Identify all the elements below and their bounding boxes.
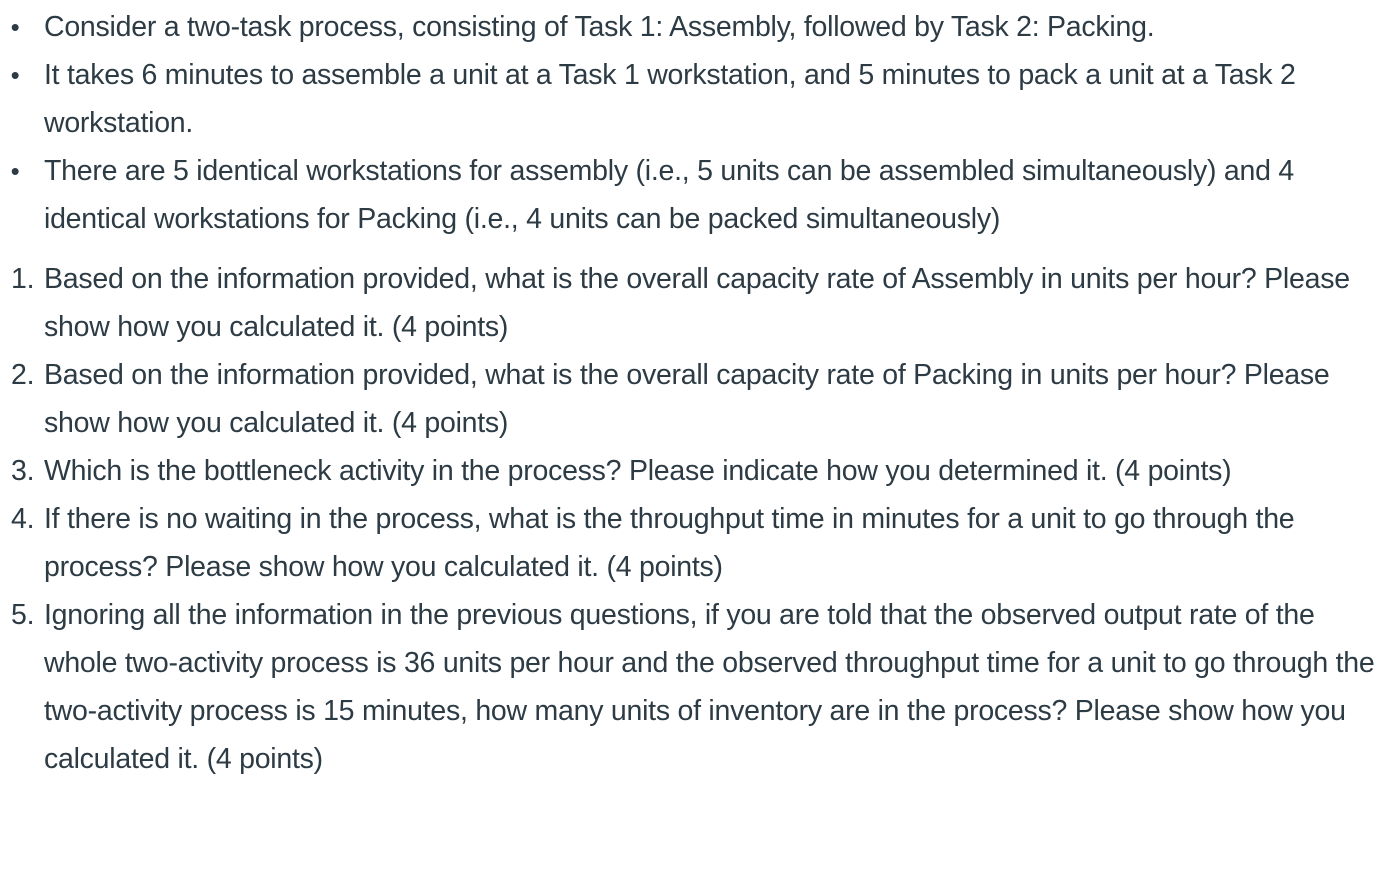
bullet-text: It takes 6 minutes to assemble a unit at a Task 1 workstation, and 5 minutes to pack a unit at a Task 2 workstation. (44, 59, 1296, 139)
bullet-text: Consider a two-task process, consisting of Task 1: Assembly, followed by Task 2: Packing. (44, 11, 1155, 43)
bullet-marker: • (10, 156, 20, 186)
question-number: 3. (11, 455, 35, 487)
question-number: 5. (11, 599, 35, 631)
question-list (0, 255, 1398, 783)
question-text: Which is the bottleneck activity in the process? Please indicate how you determined it. (4 points) (44, 455, 1232, 487)
question-number: 2. (11, 359, 35, 391)
context-bullet-list (0, 3, 1398, 243)
question-5 (0, 591, 1398, 783)
question-text: Based on the information provided, what is the overall capacity rate of Packing in units per hour? Please show how you calculated it. (4 points) (44, 359, 1330, 439)
bullet-marker: • (10, 60, 20, 90)
question-1 (0, 255, 1398, 351)
context-bullet-1 (0, 3, 1398, 51)
context-bullet-2 (0, 51, 1398, 147)
context-bullet-3 (0, 147, 1398, 243)
question-4 (0, 495, 1398, 591)
question-number: 4. (11, 503, 35, 535)
question-2 (0, 351, 1398, 447)
question-text: Ignoring all the information in the previous questions, if you are told that the observed output rate of the whole two-activity process is 36 units per hour and the observed throughput time for a unit to go through the two-activity process is 15 minutes, how many units of inventory are in the process? Please show how you calculated it. (4 points) (44, 599, 1375, 775)
bullet-marker: • (10, 12, 20, 42)
question-number: 1. (11, 263, 35, 295)
question-text: If there is no waiting in the process, what is the throughput time in minutes for a unit to go through the process? Please show how you calculated it. (4 points) (44, 503, 1295, 583)
question-text: Based on the information provided, what is the overall capacity rate of Assembly in units per hour? Please show how you calculated it. (4 points) (44, 263, 1350, 343)
bullet-text: There are 5 identical workstations for assembly (i.e., 5 units can be assembled simultaneously) and 4 identical workstations for Packing (i.e., 4 units can be packed simultaneously) (44, 155, 1294, 235)
question-3 (0, 447, 1398, 495)
